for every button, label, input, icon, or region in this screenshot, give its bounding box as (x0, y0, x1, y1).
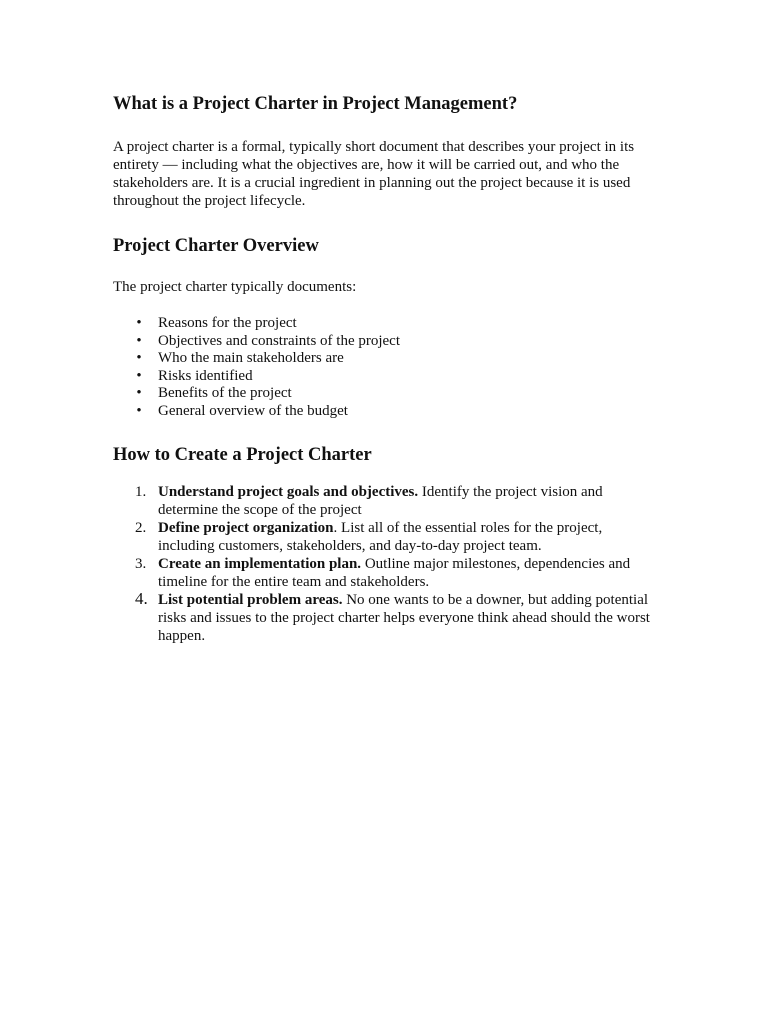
step-number: 3. (135, 555, 147, 572)
list-item (113, 350, 658, 368)
bullet-icon: • (136, 315, 142, 331)
overview-lead-text: The project charter typically documents: (113, 279, 357, 295)
step-lead: List potential problem areas. (158, 591, 343, 608)
page-title: What is a Project Charter in Project Management? (113, 94, 518, 114)
step-lead: Create an implementation plan. (158, 555, 362, 572)
step-text: Identify the project vision and determine the scope of the project (158, 483, 603, 518)
list-item (113, 368, 658, 386)
step-number: 2. (135, 519, 147, 536)
step-lead: Define project organization (158, 519, 334, 536)
overview-bullet-list (113, 315, 658, 421)
list-item (113, 403, 658, 421)
list-item (113, 315, 658, 333)
step-item (113, 588, 658, 645)
howto-step-list (113, 483, 658, 645)
step-text: Outline major milestones, dependencies and timeline for the entire team and stakeholders. (158, 555, 631, 590)
bullet-icon: • (136, 402, 142, 419)
list-item-text: General overview of the budget (158, 402, 348, 419)
intro-paragraph: A project charter is a formal, typically short document that describes your project in its entirety — including what the objectives are, how it will be carried out, and who the stakeholders are. It is a crucial ingredient in planning out the project because it is used throughout the project lifecycle. (113, 139, 635, 209)
step-number: 4. (135, 588, 148, 608)
overview-heading: Project Charter Overview (113, 236, 319, 256)
list-item (113, 333, 658, 351)
step-text: No one wants to be a downer, but adding potential risks and issues to the project charter helps everyone think ahead should the worst happen. (158, 591, 650, 644)
howto-heading: How to Create a Project Charter (113, 444, 372, 465)
list-item-text: Risks identified (158, 367, 253, 384)
step-lead: Understand project goals and objectives. (158, 483, 419, 500)
step-number: 1. (135, 483, 147, 500)
step-item (113, 483, 658, 519)
bullet-icon: • (136, 385, 142, 402)
bullet-icon: • (136, 332, 142, 349)
bullet-icon: • (136, 367, 142, 384)
list-item-text: Reasons for the project (158, 315, 297, 331)
list-item-text: Who the main stakeholders are (158, 350, 344, 367)
bullet-icon: • (136, 350, 142, 367)
step-item (113, 555, 658, 591)
list-item-text: Objectives and constraints of the project (158, 332, 401, 349)
step-item (113, 519, 658, 555)
list-item-text: Benefits of the project (158, 385, 292, 402)
list-item (113, 385, 658, 403)
step-text: . List all of the essential roles for the project, including customers, stakeholders, and day-to-day project team. (158, 519, 603, 554)
